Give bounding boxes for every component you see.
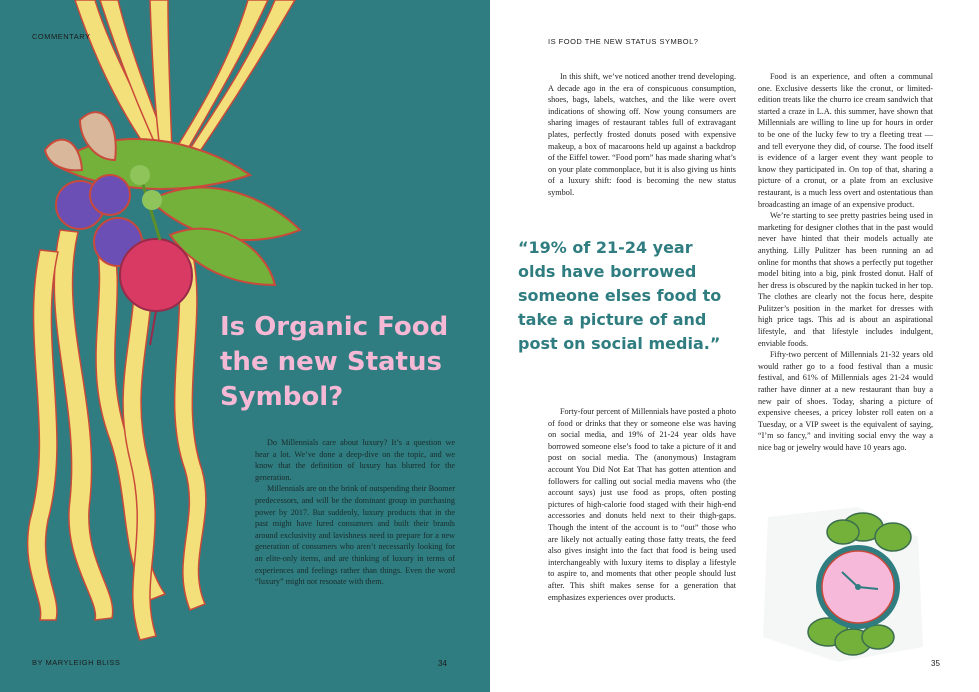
byline: BY MARYLEIGH BLISS: [32, 658, 121, 667]
column-1-top: [548, 71, 736, 199]
pull-quote: “19% of 21-24 year olds have borrowed someone elses food to take a picture of and post on social media.”: [518, 238, 722, 353]
paragraph: Forty-four percent of Millennials have posted a photo of food or drinks that they or someone else was having on social media, and 19% of 21-24 year olds have borrowed someone else’s food to take a picture of it and post on social media. The (anonymous) Instagram account You Did Not Eat That has gotten attention and followers for calling out social media mavens who (the account says) just use food as props, often posting pictures of high-calorie food staged with their high-end accessories and donuts held next to their thigh-gaps. Though the intent of the account is to “out” those who are likely not actually eating those fatty treats, the feed also gives insight into the fact that food is being used interchangeably with luxury items to display a lifestyle to aspire to, and moments that other people should lust after. This shift makes sense for a generation that emphasizes experiences over products.: [548, 407, 736, 602]
paragraph: In this shift, we’ve noticed another trend developing. A decade ago in the era of conspicuous consumption, shoes, bags, labels, watches, and the like were overt indications of showing off. Now young consumers are sharing images of restaurant tables full of extravagant plates, perfectly frosted donuts posed with expensive makeup, a box of macaroons held up against a backdrop of the Eiffel tower. “Food porn” has made sharing what’s on your plate commonplace, but it is also giving us hints of a luxury shift: food is becoming the new status symbol.: [548, 72, 736, 197]
page-number-left: 34: [438, 659, 447, 668]
paragraph: Fifty-two percent of Millennials 21-32 years old would rather go to a food festival than a music festival, and 61% of Millennials ages 21-24 would rather have dinner at a new restaurant than buy a new pair of shoes. Today, sharing a picture of expensive cheeses, a pricey lobster roll eaten on a Tuesday, or a VIP sweet is the equivalent of saying, “I’m so fancy,” and inviting social envy the way a nice bag or jewelry would have 10 years ago.: [758, 350, 933, 452]
title-line: Is Organic Food: [220, 312, 449, 342]
paragraph: Millennials are on the brink of outspending their Boomer predecessors, and will be the dominant group in purchasing power by 2017. But suddenly, luxury products that in the past might have lured consumers and built their brands around exclusivity and lavishness need to prepare for a new generation of consumers who aren’t necessarily looking for an elite-only items, and are thinking of luxury in terms of experiences and feelings rather than things. Even the word “luxury” might not resonate with them.: [255, 484, 455, 587]
running-head-right: IS FOOD THE NEW STATUS SYMBOL?: [548, 37, 699, 46]
title-line: Symbol?: [220, 382, 344, 412]
column-2: [758, 71, 933, 454]
article-title: [220, 310, 460, 415]
watch-leaf-illustration: [758, 497, 928, 667]
running-head-left: COMMENTARY: [32, 32, 91, 41]
paragraph: Food is an experience, and often a communal one. Exclusive desserts like the cronut, or limited-edition treats like the churro ice cream sandwich that started a craze in L.A. this summer, have shown that Millennials are willing to line up for hours in order to be one of the lucky few to try a fleeting treat — and tell everyone they did, of course. The food itself is evidence of a larger event they want people to know they participated in. On top of that, sharing a picture of a cronut, or a plate from an exclusive restaurant, is a much less overt and ostentatious than broadcasting an image of an expensive product.: [758, 72, 933, 209]
paragraph: We’re starting to see pretty pastries being used in marketing for designer clothes that in the past would never have hinted that their models actually ate anything. Lilly Pulitzer has been running an ad online for months that shows a perfectly put together model biting into a big, pink frosted donut. Half of her dress is obscured by the napkin tucked in her top. The clothes are clearly not the focus here, despite Pulitzer’s position in the market for dresses with high price tags. This ad is about an aspirational lifestyle, and that lifestyle includes indulgent, enviable foods.: [758, 211, 933, 348]
page-number-right: 35: [931, 659, 940, 668]
column-1-bottom: [548, 406, 736, 603]
intro-body: [255, 437, 455, 588]
paragraph: Do Millennials care about luxury? It’s a question we hear a lot. We’ve done a deep-dive on the topic, and we know that the definition of luxury has blurred for the generation.: [255, 438, 455, 482]
title-line: the new Status: [220, 347, 442, 377]
